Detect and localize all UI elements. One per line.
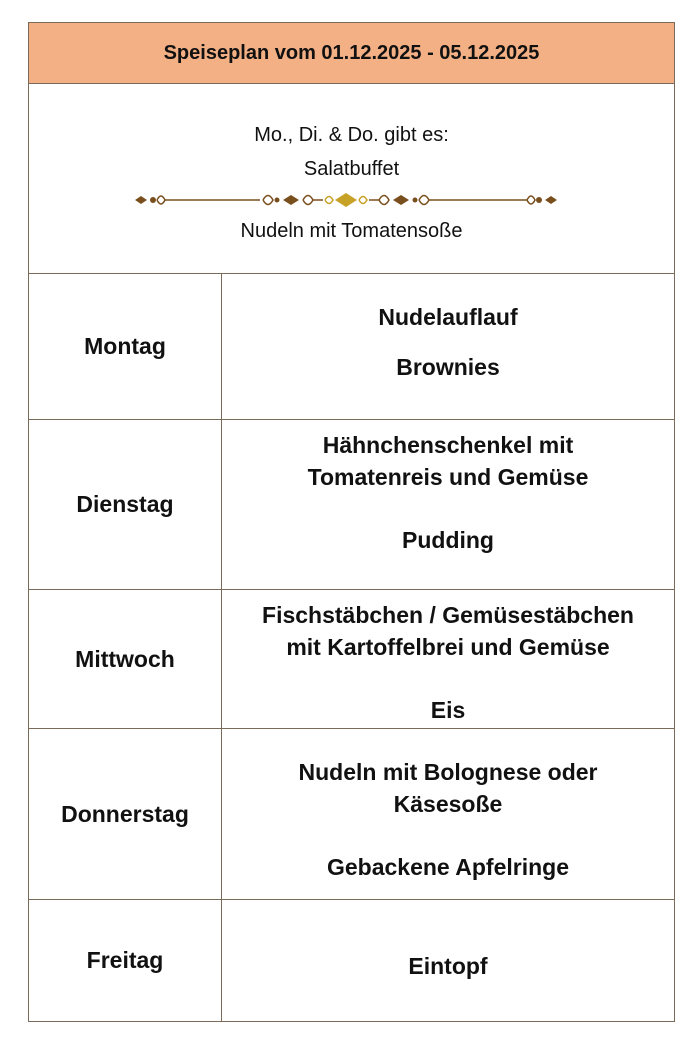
day-row-dienstag bbox=[29, 420, 674, 590]
dessert: Pudding bbox=[402, 527, 494, 553]
day-row-freitag bbox=[29, 900, 674, 1021]
main-dish-line: mit Kartoffelbrei und Gemüse bbox=[286, 634, 610, 660]
day-label: Mittwoch bbox=[29, 590, 222, 728]
day-row-donnerstag bbox=[29, 729, 674, 900]
main-dish-line: Eintopf bbox=[408, 953, 488, 979]
intro-pasta-tomato: Nudeln mit Tomatensoße bbox=[240, 220, 463, 242]
main-dish-line: Fischstäbchen / Gemüsestäbchen bbox=[262, 602, 634, 628]
dessert: Brownies bbox=[396, 354, 500, 380]
intro-salad-buffet: Salatbuffet bbox=[303, 158, 400, 180]
main-dish-line: Tomatenreis und Gemüse bbox=[307, 464, 589, 490]
main-dish-line: Hähnchenschenkel mit bbox=[322, 432, 574, 458]
day-row-mittwoch bbox=[29, 590, 674, 729]
menu-header bbox=[29, 23, 674, 84]
day-label: Donnerstag bbox=[29, 729, 222, 899]
main-dish-line: Nudelauflauf bbox=[378, 304, 518, 330]
day-dishes bbox=[222, 900, 674, 1021]
day-label: Dienstag bbox=[29, 420, 222, 589]
day-dishes bbox=[222, 729, 674, 899]
intro-days-note: Mo., Di. & Do. gibt es: bbox=[254, 124, 449, 146]
day-label: Freitag bbox=[29, 900, 222, 1021]
main-dish-line: Nudeln mit Bolognese oder bbox=[298, 759, 598, 785]
main-dish-line: Käsesoße bbox=[393, 791, 503, 817]
day-dishes bbox=[222, 420, 674, 589]
menu-card bbox=[28, 22, 675, 1022]
dessert: Gebackene Apfelringe bbox=[326, 854, 569, 880]
day-dishes bbox=[222, 274, 674, 419]
day-dishes bbox=[222, 590, 674, 728]
ornament-divider-icon bbox=[135, 190, 557, 210]
dessert: Eis bbox=[430, 697, 466, 723]
menu-title: Speiseplan vom 01.12.2025 - 05.12.2025 bbox=[163, 41, 540, 64]
intro-section bbox=[29, 84, 674, 274]
day-label: Montag bbox=[29, 274, 222, 419]
day-row-montag bbox=[29, 274, 674, 420]
